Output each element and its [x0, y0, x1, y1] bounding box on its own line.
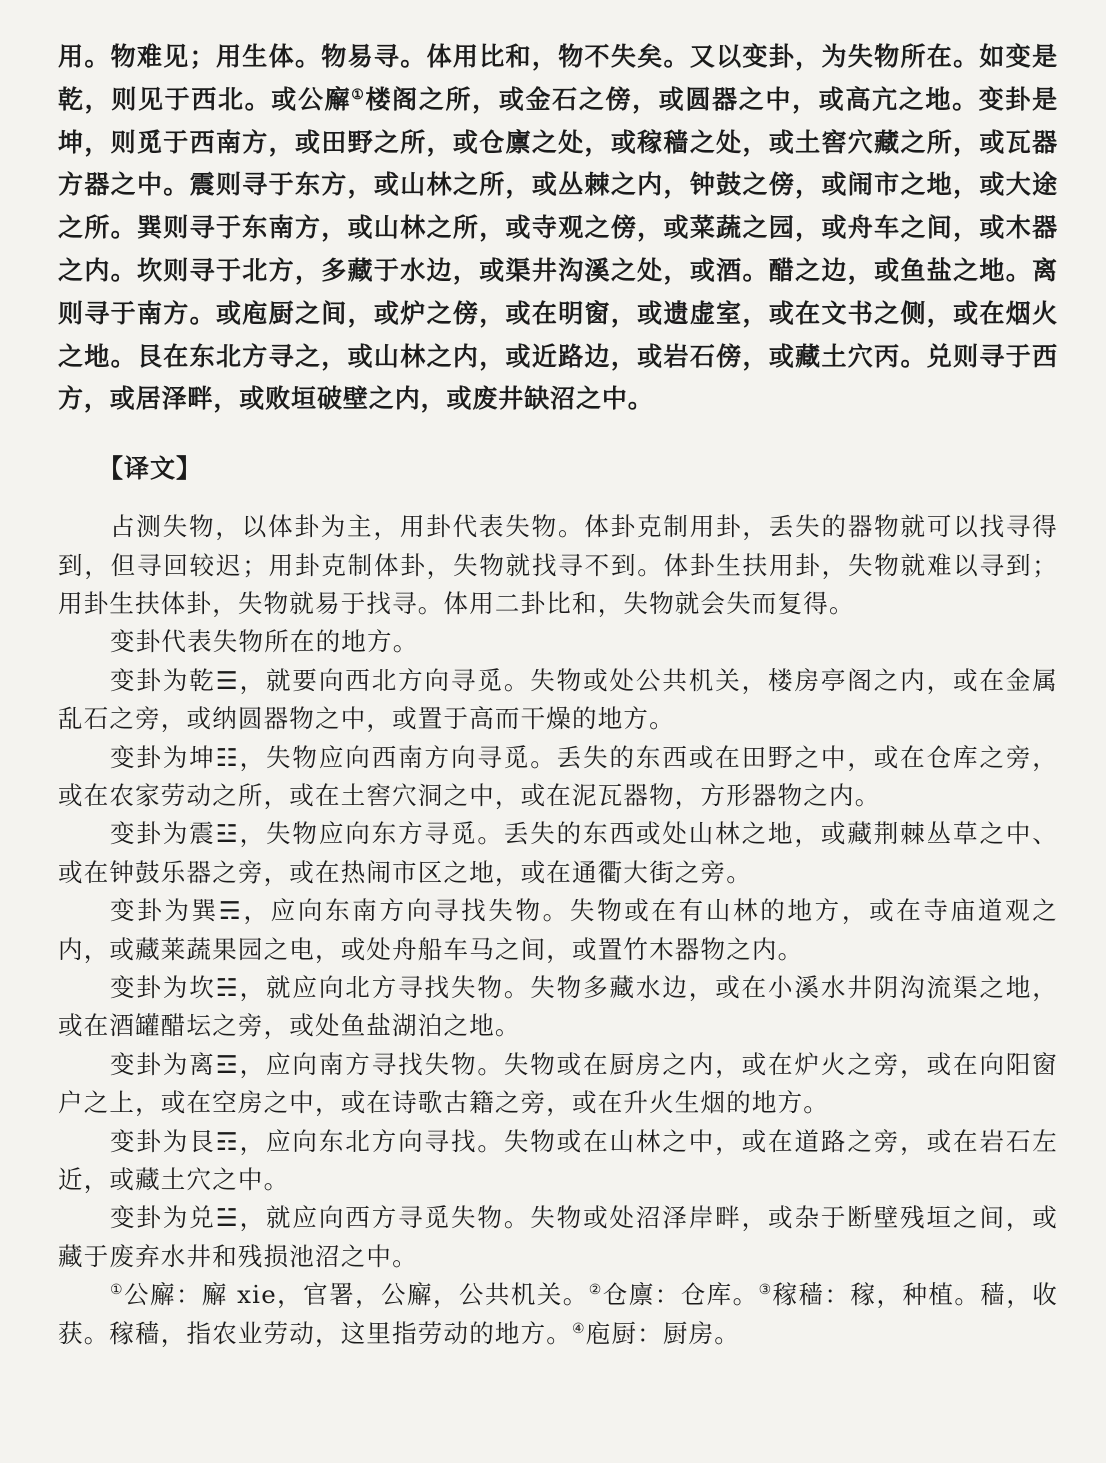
translation-paragraph-xun: 变卦为巽☴，应向东南方向寻找失物。失物或在有山林的地方，或在寺庙道观之内，或藏莱蔬果园之电，或处舟船车马之间，或置竹木器物之内。: [58, 896, 1058, 964]
original-paragraph: [58, 36, 1058, 421]
translation-paragraph-location: 变卦代表失物所在的地方。: [110, 627, 419, 657]
note-text-2: 仓廪：仓库。: [602, 1280, 759, 1310]
translation-paragraph-zhen: 变卦为震☳，失物应向东方寻觅。丢失的东西或处山林之地，或藏荆棘丛草之中、或在钟鼓乐器之旁，或在热闹市区之地，或在通衢大街之旁。: [58, 819, 1058, 887]
translation-heading: 【译文】: [98, 454, 203, 484]
note-text-3: 稼穑：稼，种植。穑，收获。稼穑，指农业劳动，这里指劳动的地方。: [58, 1280, 1058, 1348]
translation-paragraph-qian: 变卦为乾☰，就要向西北方向寻觅。失物或处公共机关，楼房亭阁之内，或在金属乱石之旁，或纳圆器物之中，或置于高而干燥的地方。: [58, 665, 1058, 734]
book-page: [58, 36, 1058, 1353]
translation-section: [58, 508, 1058, 1276]
note-marker-2: ②: [588, 1282, 603, 1299]
original-text-section: [58, 36, 1058, 421]
note-text-4: 庖厨：厨房。: [585, 1318, 740, 1348]
translation-paragraph-dui: 变卦为兑☱，就应向西方寻觅失物。失物或处沼泽岸畔，或杂于断壁残垣之间，或藏于废弃水井和残损池沼之中。: [58, 1203, 1058, 1271]
note-marker-4: ④: [572, 1320, 586, 1337]
footnotes-paragraph: [58, 1276, 1058, 1353]
original-text-part-2: 楼阁之所，或金石之傍，或圆器之中，或高亢之地。变卦是坤，则觅于西南方，或田野之所，或仓廪之处，或稼穑之处，或土窖穴藏之所，或瓦器方器之中。震则寻于东方，或山林之所，或丛棘之内，钟鼓之傍，或闹市之地，或大途之所。巽则寻于东南方，或山林之所，或寺观之傍，或菜蔬之园，或舟车之间，或木器之内。坎则寻于北方，多藏于水边，或渠井沟溪之处，或酒。醋之边，或鱼盐之地。离则寻于南方。或庖厨之间，或炉之傍，或在明窗，或遗虚室，或在文书之侧，或在烟火之地。艮在东北方寻之，或山林之内，或近路边，或岩石傍，或藏土穴丙。兑则寻于西方，或居泽畔，或败垣破壁之内，或废井缺沼之中。: [58, 84, 1058, 414]
translation-paragraph-kan: 变卦为坎☵，就应向北方寻找失物。失物多藏水边，或在小溪水井阴沟流渠之地，或在酒罐醋坛之旁，或处鱼盐湖泊之地。: [58, 973, 1058, 1041]
note-marker-1: ①: [110, 1282, 125, 1299]
footnote-marker-1: ①: [351, 86, 366, 103]
footnotes-section: [58, 1276, 1058, 1353]
translation-paragraph-gen: 变卦为艮☶，应向东北方向寻找。失物或在山林之中，或在道路之旁，或在岩石左近，或藏土穴之中。: [58, 1126, 1058, 1195]
translation-paragraph-intro: 占测失物，以体卦为主，用卦代表失物。体卦克制用卦，丢失的器物就可以找寻得到，但寻回较迟；用卦克制体卦，失物就找寻不到。体卦生扶用卦，失物就难以寻到；用卦生扶体卦，失物就易于找寻。体用二卦比和，失物就会失而复得。: [58, 512, 1058, 618]
note-marker-3: ③: [758, 1282, 773, 1299]
note-text-1: 公廨：廨 xie，官署，公廨，公共机关。: [124, 1280, 589, 1310]
translation-paragraph-kun: 变卦为坤☷，失物应向西南方向寻觅。丢失的东西或在田野之中，或在仓库之旁，或在农家劳动之所，或在土窖穴洞之中，或在泥瓦器物，方形器物之内。: [58, 742, 1058, 811]
translation-paragraph-li: 变卦为离☲，应向南方寻找失物。失物或在厨房之内，或在炉火之旁，或在向阳窗户之上，或在空房之中，或在诗歌古籍之旁，或在升火生烟的地方。: [58, 1049, 1058, 1118]
original-text-part-1: 用。物难见；用生体。物易寻。体用比和，物不失矣。又以变卦，为失物所在。如变是乾，则见于西北。或公廨: [58, 42, 1058, 114]
